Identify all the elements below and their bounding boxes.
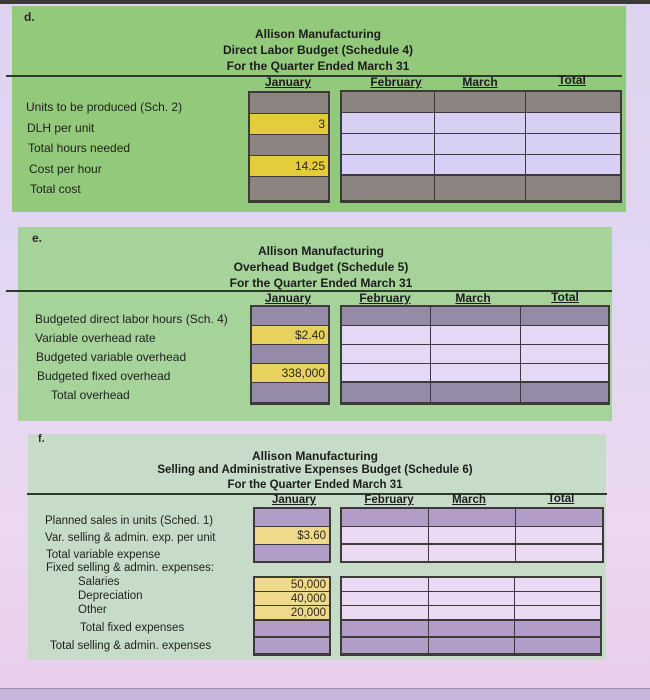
cell-depreciation-mar[interactable] <box>428 592 514 606</box>
top-edge <box>0 0 650 4</box>
feb-mar-total-variable-grid <box>340 507 604 563</box>
cell-budgeted-fixed-overhead-january[interactable]: 338,000 <box>252 364 328 383</box>
cell-total-fixed-expenses-january[interactable] <box>255 621 329 638</box>
cell-salaries-total[interactable] <box>514 578 600 592</box>
cell-depreciation-january[interactable]: 40,000 <box>255 592 329 606</box>
grid-line <box>428 578 429 653</box>
cell-budgeted-dlh-january[interactable] <box>252 307 328 326</box>
cell-variable-rate-total[interactable] <box>520 326 608 345</box>
cell-total-cost-feb[interactable] <box>342 176 434 200</box>
grid-line <box>525 92 526 200</box>
row-label-budgeted-fixed-overhead: Budgeted fixed overhead <box>37 369 171 383</box>
cell-total-cost-mar[interactable] <box>434 176 525 200</box>
cell-dlh-per-unit-mar[interactable] <box>434 113 525 134</box>
cell-total-overhead-january[interactable] <box>252 383 328 402</box>
cell-var-selling-per-unit-feb[interactable] <box>342 527 428 545</box>
cell-var-selling-per-unit-january[interactable]: $3.60 <box>255 527 329 545</box>
col-header-total: Total <box>547 493 575 505</box>
cell-budgeted-dlh-total[interactable] <box>520 307 608 326</box>
row-label-var-selling-per-unit: Var. selling & admin. exp. per unit <box>45 532 216 544</box>
col-header-march: March <box>455 291 491 305</box>
row-label-other: Other <box>78 604 107 616</box>
col-header-january: January <box>271 494 317 506</box>
row-label-depreciation: Depreciation <box>78 590 143 602</box>
schedule-title: Direct Labor Budget (Schedule 4) <box>222 43 414 57</box>
col-header-february: February <box>359 291 411 305</box>
cell-total-variable-expense-total[interactable] <box>515 545 602 561</box>
col-header-february: February <box>364 494 414 506</box>
cell-salaries-feb[interactable] <box>342 578 428 592</box>
cell-dlh-per-unit-feb[interactable] <box>342 113 434 134</box>
cell-total-hours-feb[interactable] <box>342 134 434 155</box>
row-label-units-produced: Units to be produced (Sch. 2) <box>26 100 183 114</box>
cell-budgeted-variable-overhead-mar[interactable] <box>430 345 520 364</box>
cell-planned-sales-january[interactable] <box>255 509 329 527</box>
period-title: For the Quarter Ended March 31 <box>227 479 403 491</box>
col-header-march: March <box>462 75 498 89</box>
row-label-salaries: Salaries <box>78 576 120 588</box>
cell-other-mar[interactable] <box>428 606 514 621</box>
row-label-budgeted-variable-overhead: Budgeted variable overhead <box>36 350 187 364</box>
cell-salaries-january[interactable]: 50,000 <box>255 578 329 592</box>
cell-budgeted-fixed-overhead-total[interactable] <box>520 364 608 383</box>
cell-total-fixed-expenses-total[interactable] <box>514 621 600 638</box>
direct-labor-budget-panel <box>12 6 626 212</box>
company-name: Allison Manufacturing <box>255 27 381 41</box>
cell-other-feb[interactable] <box>342 606 428 621</box>
row-label-cost-per-hour: Cost per hour <box>29 162 102 176</box>
cell-planned-sales-mar[interactable] <box>428 509 515 527</box>
cell-units-produced-january[interactable] <box>250 93 328 114</box>
feb-mar-total-grid <box>340 305 610 405</box>
cell-cost-per-hour-feb[interactable] <box>342 155 434 176</box>
cell-total-variable-expense-january[interactable] <box>255 545 329 561</box>
cell-cost-per-hour-total[interactable] <box>525 155 620 176</box>
cell-depreciation-feb[interactable] <box>342 592 428 606</box>
row-label-total-variable-expense: Total variable expense <box>46 549 161 561</box>
january-fixed-group <box>253 576 331 656</box>
col-header-february: February <box>370 75 422 89</box>
overhead-budget-panel <box>18 227 612 421</box>
cell-total-overhead-mar[interactable] <box>430 383 520 402</box>
row-label-dlh-per-unit: DLH per unit <box>27 121 95 135</box>
cell-total-variable-expense-feb[interactable] <box>342 545 428 561</box>
schedule-title: Overhead Budget (Schedule 5) <box>233 260 409 274</box>
grid-line <box>428 509 429 561</box>
row-label-total-hours: Total hours needed <box>28 141 131 155</box>
period-title: For the Quarter Ended March 31 <box>229 276 413 290</box>
cell-dlh-per-unit-january[interactable]: 3 <box>250 114 328 135</box>
cell-budgeted-dlh-mar[interactable] <box>430 307 520 326</box>
cell-var-selling-per-unit-total[interactable] <box>515 527 602 545</box>
cell-total-cost-total[interactable] <box>525 176 620 200</box>
january-column <box>250 305 330 405</box>
schedule-title: Selling and Administrative Expenses Budget (Schedule 6) <box>157 464 473 476</box>
cell-total-hours-january[interactable] <box>250 135 328 156</box>
cell-variable-rate-feb[interactable] <box>342 326 430 345</box>
row-label-budgeted-dlh: Budgeted direct labor hours (Sch. 4) <box>35 312 228 326</box>
row-label-total-overhead: Total overhead <box>51 388 130 402</box>
cell-units-produced-total[interactable] <box>525 92 620 113</box>
cell-var-selling-per-unit-mar[interactable] <box>428 527 515 545</box>
cell-cost-per-hour-mar[interactable] <box>434 155 525 176</box>
col-header-total: Total <box>558 73 586 87</box>
cell-cost-per-hour-january[interactable]: 14.25 <box>250 156 328 177</box>
cell-units-produced-mar[interactable] <box>434 92 525 113</box>
period-title: For the Quarter Ended March 31 <box>226 59 410 73</box>
grid-line <box>515 509 516 561</box>
col-header-total: Total <box>551 290 579 304</box>
january-variable-group <box>253 507 331 563</box>
cell-variable-rate-january[interactable]: $2.40 <box>252 326 328 345</box>
cell-budgeted-fixed-overhead-feb[interactable] <box>342 364 430 383</box>
cell-total-selling-admin-mar[interactable] <box>428 638 514 653</box>
cell-total-overhead-total[interactable] <box>520 383 608 402</box>
cell-budgeted-variable-overhead-january[interactable] <box>252 345 328 364</box>
cell-total-selling-admin-total[interactable] <box>514 638 600 653</box>
grid-line <box>430 307 431 402</box>
cell-total-hours-mar[interactable] <box>434 134 525 155</box>
cell-total-cost-january[interactable] <box>250 177 328 200</box>
section-letter: d. <box>24 10 35 24</box>
bottom-edge <box>0 688 650 700</box>
grid-line <box>520 307 521 402</box>
row-label-total-cost: Total cost <box>30 182 81 196</box>
section-letter: f. <box>38 433 45 445</box>
cell-total-hours-total[interactable] <box>525 134 620 155</box>
cell-variable-rate-mar[interactable] <box>430 326 520 345</box>
cell-dlh-per-unit-total[interactable] <box>525 113 620 134</box>
cell-budgeted-dlh-feb[interactable] <box>342 307 430 326</box>
cell-total-fixed-expenses-feb[interactable] <box>342 621 428 638</box>
selling-admin-budget-panel <box>28 434 606 660</box>
grid-line <box>514 578 515 653</box>
january-column <box>248 91 330 203</box>
col-header-january: January <box>264 291 312 305</box>
feb-mar-total-grid <box>340 90 622 203</box>
cell-budgeted-variable-overhead-feb[interactable] <box>342 345 430 364</box>
row-label-fixed-expenses-heading: Fixed selling & admin. expenses: <box>46 562 215 574</box>
cell-units-produced-feb[interactable] <box>342 92 434 113</box>
section-letter: e. <box>32 231 43 245</box>
company-name: Allison Manufacturing <box>258 244 384 258</box>
cell-total-variable-expense-mar[interactable] <box>428 545 515 561</box>
cell-total-fixed-expenses-mar[interactable] <box>428 621 514 638</box>
cell-other-total[interactable] <box>514 606 600 621</box>
cell-planned-sales-total[interactable] <box>515 509 602 527</box>
cell-total-selling-admin-january[interactable] <box>255 638 329 653</box>
row-label-total-selling-admin: Total selling & admin. expenses <box>50 640 212 652</box>
cell-salaries-mar[interactable] <box>428 578 514 592</box>
company-name: Allison Manufacturing <box>252 449 378 463</box>
cell-total-selling-admin-feb[interactable] <box>342 638 428 653</box>
col-header-january: January <box>264 75 312 89</box>
cell-depreciation-total[interactable] <box>514 592 600 606</box>
cell-total-overhead-feb[interactable] <box>342 383 430 402</box>
row-label-planned-sales: Planned sales in units (Sched. 1) <box>45 515 214 527</box>
row-label-variable-rate: Variable overhead rate <box>35 331 156 345</box>
row-label-total-fixed-expenses: Total fixed expenses <box>80 622 185 634</box>
grid-line <box>434 92 435 200</box>
cell-budgeted-variable-overhead-total[interactable] <box>520 345 608 364</box>
feb-mar-total-fixed-grid <box>340 576 602 656</box>
cell-budgeted-fixed-overhead-mar[interactable] <box>430 364 520 383</box>
cell-planned-sales-feb[interactable] <box>342 509 428 527</box>
col-header-march: March <box>452 494 486 506</box>
cell-other-january[interactable]: 20,000 <box>255 606 329 621</box>
